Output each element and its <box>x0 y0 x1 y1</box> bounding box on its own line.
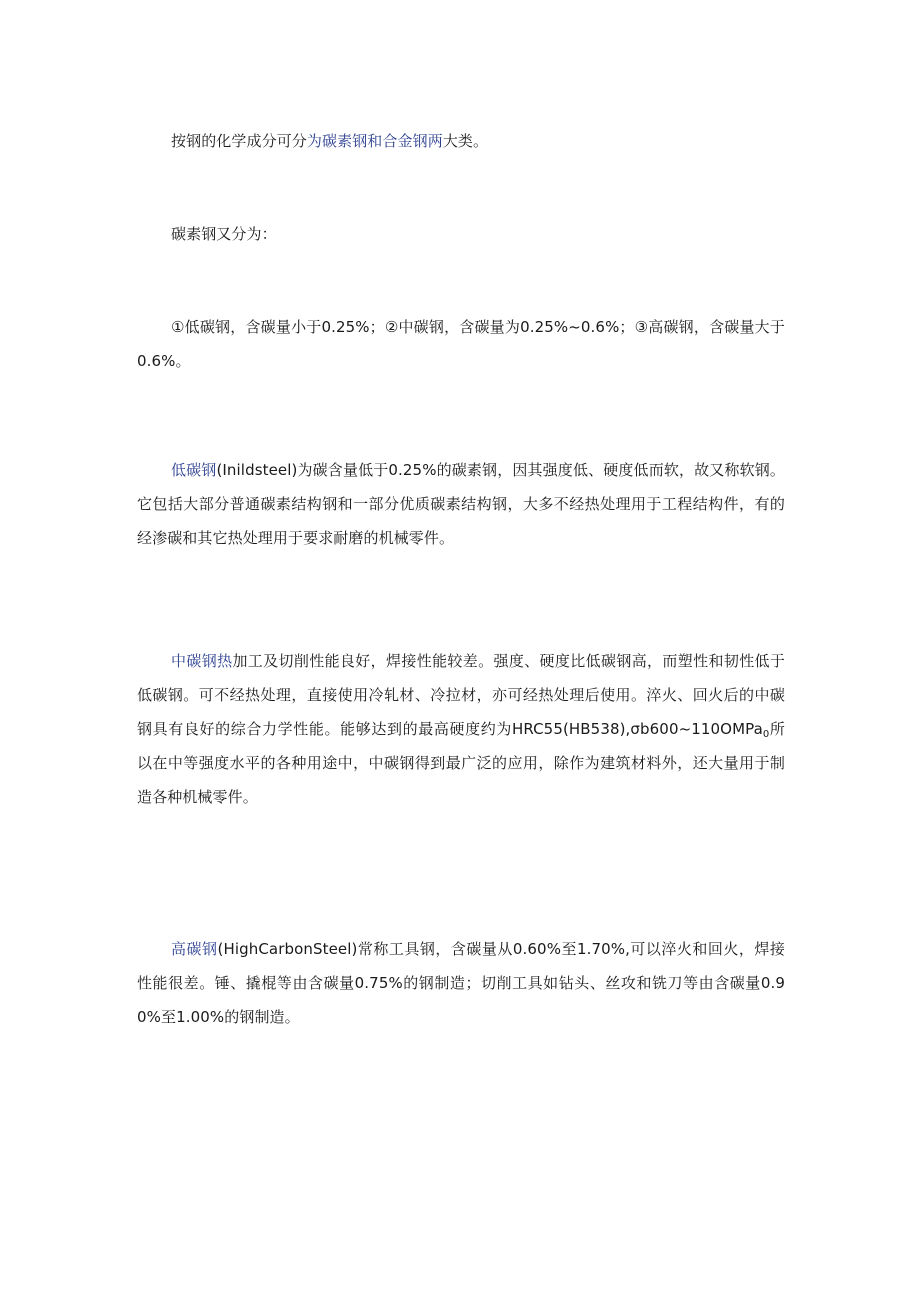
paragraph-medium-carbon-steel-text: 加工及切削性能良好，焊接性能较差。强度、硬度比低碳钢高，而塑性和韧性低于低碳钢。可不经热处理，直接使用冷轧材、冷拉材，亦可经热处理后使用。淬火、回火后的中碳钢具有良好的综合力学性能。能够达到的最高硬度约为HRC55(HB538),σb600~110OMPa <box>137 652 786 738</box>
paragraph-low-carbon-steel <box>137 453 785 555</box>
paragraph-medium-carbon-steel <box>137 644 785 814</box>
medium-carbon-steel-link[interactable]: 中碳钢热 <box>171 652 233 670</box>
paragraph-carbon-content-types <box>137 310 785 378</box>
paragraph-low-carbon-steel-text: (Inildsteel)为碳含量低于0.25%的碳素钢，因其强度低、硬度低而软，故又称软钢。它包括大部分普通碳素结构钢和一部分优质碳素结构钢，大多不经热处理用于工程结构件，有的经渗碳和其它热处理用于要求耐磨的机械零件。 <box>137 461 785 547</box>
high-carbon-steel-link[interactable]: 高碳钢 <box>171 940 218 958</box>
paragraph-classification <box>137 124 785 158</box>
paragraph-high-carbon-steel <box>137 932 785 1034</box>
paragraph-medium-carbon-steel-tail: 所以在中等强度水平的各种用途中，中碳钢得到最广泛的应用，除作为建筑材料外，还大量用于制造各种机械零件。 <box>137 720 785 806</box>
paragraph-carbon-steel-intro <box>137 217 785 251</box>
low-carbon-steel-link[interactable]: 低碳钢 <box>171 461 217 479</box>
paragraph-carbon-steel-intro-text: 碳素钢又分为： <box>171 225 277 243</box>
subscript-zero: 0 <box>762 729 770 740</box>
paragraph-high-carbon-steel-text: (HighCarbonSteel)常称工具钢，含碳量从0.60%至1.70%,可以淬火和回火，焊接性能很差。锤、撬棍等由含碳量0.75%的钢制造；切削工具如钻头、丝攻和铣刀等由含碳量0.90%至1.00%的钢制造。 <box>137 940 785 1026</box>
paragraph-classification-text-after: 大类。 <box>442 132 489 150</box>
paragraph-classification-text-before: 按钢的化学成分可分 <box>171 132 307 150</box>
carbon-alloy-steel-link[interactable]: 为碳素钢和合金钢两 <box>306 132 443 150</box>
paragraph-carbon-content-types-text: ①低碳钢，含碳量小于0.25%；②中碳钢，含碳量为0.25%~0.6%；③高碳钢，含碳量大于0.6%。 <box>137 318 785 370</box>
